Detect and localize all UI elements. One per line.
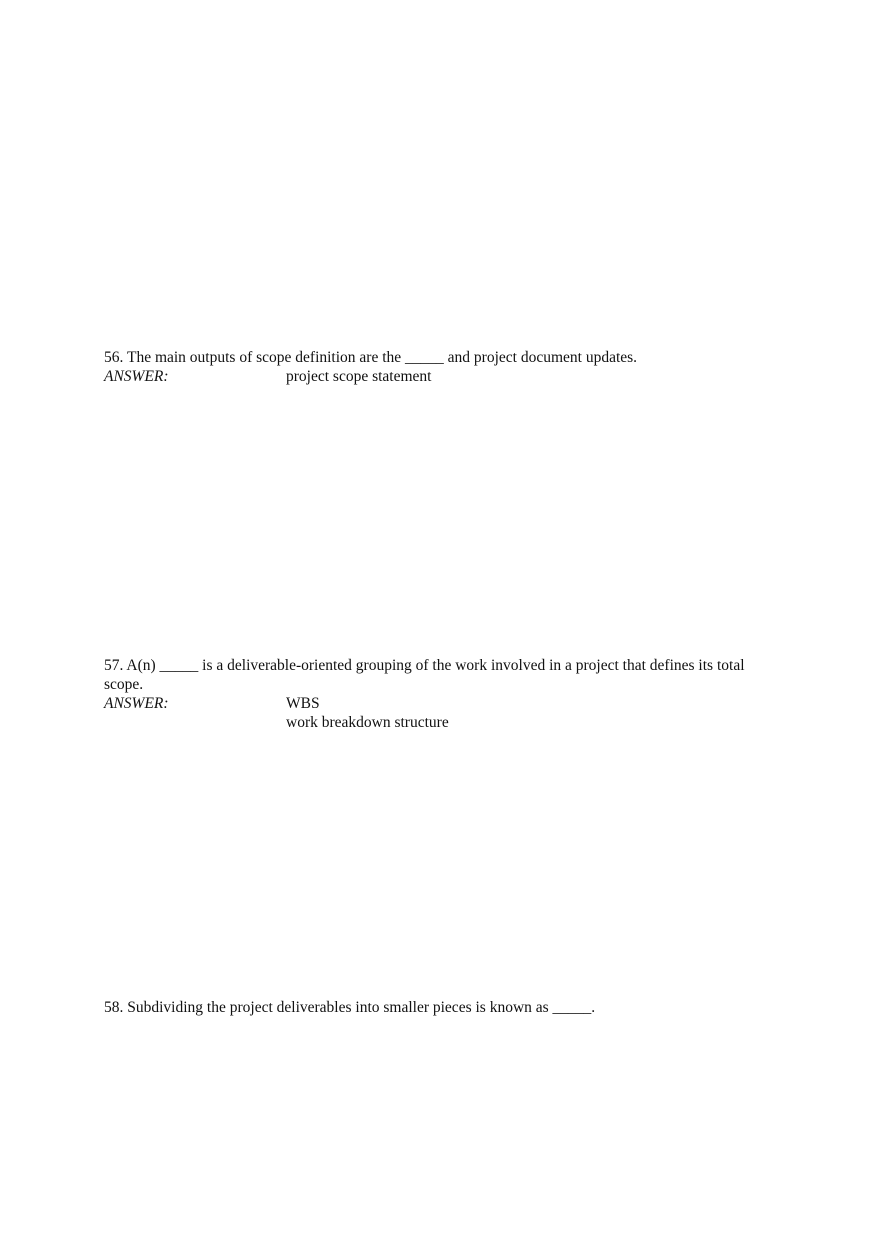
question-text: 57. A(n) _____ is a deliverable-oriented grouping of the work involved in a project that defines its total scope.	[104, 657, 745, 693]
answer-text: WBS	[286, 695, 320, 712]
answer-label: ANSWER:	[104, 695, 169, 712]
question-text: 56. The main outputs of scope definition are the _____ and project document updates.	[104, 349, 638, 366]
answer-label: ANSWER:	[104, 368, 169, 385]
question-57	[104, 656, 774, 732]
answer-text: work breakdown structure	[286, 714, 449, 731]
answer-row	[104, 713, 774, 732]
question-text: 58. Subdividing the project deliverables into smaller pieces is known as _____.	[104, 999, 596, 1016]
answer-row	[104, 694, 774, 713]
answer-row	[104, 367, 774, 386]
question-58	[104, 998, 774, 1017]
question-56	[104, 348, 774, 386]
answer-text: project scope statement	[286, 368, 432, 385]
